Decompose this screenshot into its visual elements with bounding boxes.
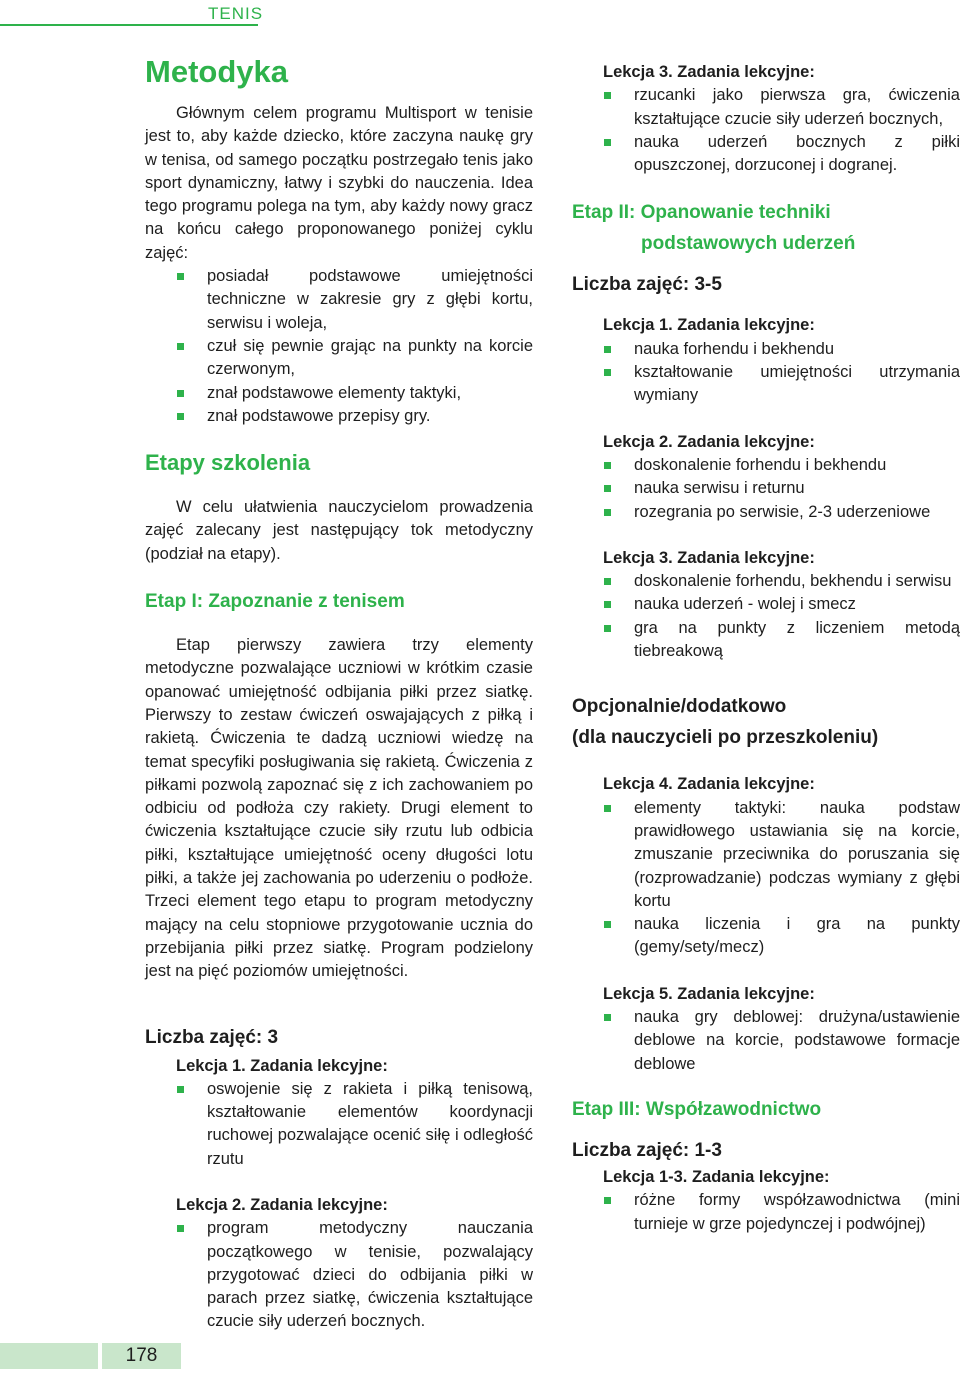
- intro-paragraph: Głównym celem programu Multisport w tenisie jest to, aby każde dziecko, które zaczyna naukę gry w tenisa, od samego początku postrzegało tenis jako sport dynamiczny, łatwy i szybki do nauczenia. Idea tego programu polega na tym, aby każdy nowy gracz na końcu całego proponowanego poniżej cyklu zajęć:: [145, 104, 533, 262]
- lesson-tasks: [572, 570, 960, 663]
- header-rule: [0, 24, 258, 26]
- lesson-tasks: [572, 454, 960, 524]
- lesson-label: Lekcja 3. Zadania lekcyjne:: [603, 548, 815, 567]
- left-column: [145, 52, 533, 1334]
- lesson-label: Lekcja 2. Zadania lekcyjne:: [176, 1195, 388, 1214]
- task-item: doskonalenie forhendu i bekhendu: [634, 454, 960, 477]
- lesson-tasks: [572, 1006, 960, 1076]
- goal-item: znał podstawowe przepisy gry.: [207, 405, 533, 428]
- footer-band: [0, 1343, 98, 1369]
- etap3-heading: Etap III: Współzawodnictwo: [572, 1098, 822, 1120]
- task-item: doskonalenie forhendu, bekhendu i serwisu: [634, 570, 960, 593]
- lesson-tasks: [572, 797, 960, 960]
- lesson-label: Lekcja 5. Zadania lekcyjne:: [603, 984, 815, 1003]
- task-item: nauka forhendu i bekhendu: [634, 338, 960, 361]
- lesson-tasks: [572, 1189, 960, 1236]
- etap2-count: Liczba zajęć: 3-5: [572, 274, 722, 296]
- task-item: nauka gry deblowej: drużyna/ustawienie deblowe na korcie, podstawowe formacje deblowe: [634, 1006, 960, 1076]
- task-item: elementy taktyki: nauka podstaw prawidłowego ustawiania się na korcie, zmuszanie przeciwnika do poruszania się (rozprowadzanie) podczas wymiany z głębi kortu: [634, 797, 960, 913]
- task-item: oswojenie się z rakieta i piłką tenisową, kształtowanie elementów koordynacji ruchowej pozwalające ocenić siłę i odległość rzutu: [207, 1078, 533, 1171]
- etapy-heading: Etapy szkolenia: [145, 450, 311, 476]
- goals-list: [145, 265, 533, 428]
- task-item: gra na punkty z liczeniem metodą tiebreakową: [634, 617, 960, 664]
- etapy-paragraph: W celu ułatwienia nauczycielom prowadzenia zajęć zalecany jest następujący tok metodyczny (podział na etapy).: [145, 498, 533, 563]
- task-item: różne formy współzawodnictwa (mini turnieje w grze pojedynczej i podwójnej): [634, 1189, 960, 1236]
- lesson-tasks: [145, 1078, 533, 1171]
- etap3-count: Liczba zajęć: 1-3: [572, 1139, 722, 1161]
- page-title: Metodyka: [145, 54, 288, 89]
- lesson-tasks: [572, 338, 960, 408]
- task-item: rozegrania po serwisie, 2-3 uderzeniowe: [634, 501, 960, 524]
- etap1-paragraph: Etap pierwszy zawiera trzy elementy metodyczne pozwalające uczniowi w krótkim czasie opanować umiejętność odbijania piłki przez siatkę. Pierwszy to zestaw ćwiczeń oswajających z piłką i rakietą. Ćwiczenia te dadzą uczniowi wiedzę na temat specyfiki posługiwania się rakietą. Ćwiczenia z piłkami pozwolą zapoznać się z ich zachowaniem po odbiciu od podłoża czy rakiety. Drugi element to ćwiczenia kształtujące czucie siły rzutu lub odbicia piłki, kształtujące umiejętność oceny długości lotu piłki, a także jej zachowania po uderzeniu o podłoże. Trzeci element tego etapu to program metodyczny mający na celu stopniowe przygotowanie ucznia do przebijania piłki przez siatkę. Program podzielony jest na pięć poziomów umiejętności.: [145, 636, 533, 981]
- optional-heading-cont: (dla nauczycieli po przeszkoleniu): [572, 727, 879, 749]
- etap2-heading: Etap II: Opanowanie techniki: [572, 202, 831, 224]
- page-number: 178: [98, 1343, 181, 1369]
- lesson-label: Lekcja 3. Zadania lekcyjne:: [603, 63, 815, 81]
- goal-item: posiadał podstawowe umiejętności techniczne w zakresie gry z głębi kortu, serwisu i woleja,: [207, 265, 533, 335]
- lesson-label: Lekcja 1. Zadania lekcyjne:: [603, 316, 815, 335]
- right-column: [572, 61, 960, 1236]
- section-tag: TENIS: [208, 4, 264, 23]
- goal-item: znał podstawowe elementy taktyki,: [207, 382, 533, 405]
- lesson-tasks: [572, 84, 960, 177]
- task-item: kształtowanie umiejętności utrzymania wymiany: [634, 361, 960, 408]
- task-item: rzucanki jako pierwsza gra, ćwiczenia kształtujące czucie siły uderzeń bocznych,: [634, 84, 960, 131]
- etap1-count: Liczba zajęć: 3: [145, 1026, 279, 1048]
- task-item: nauka serwisu i returnu: [634, 477, 960, 500]
- goal-item: czuł się pewnie grając na punkty na korcie czerwonym,: [207, 335, 533, 382]
- lesson-tasks: [145, 1217, 533, 1333]
- etap2-heading-cont: podstawowych uderzeń: [641, 233, 856, 255]
- lesson-label: Lekcja 1-3. Zadania lekcyjne:: [603, 1167, 830, 1186]
- optional-heading: Opcjonalnie/dodatkowo: [572, 696, 787, 718]
- task-item: nauka liczenia i gra na punkty (gemy/sety/mecz): [634, 913, 960, 960]
- lesson-label: Lekcja 2. Zadania lekcyjne:: [603, 432, 815, 451]
- task-item: nauka uderzeń - wolej i smecz: [634, 593, 960, 616]
- task-item: program metodyczny nauczania początkowego w tenisie, pozwalający przygotować dzieci do odbijania piłki w parach przez siatkę, ćwiczenia kształtujące czucie siły uderzeń bocznych.: [207, 1217, 533, 1333]
- task-item: nauka uderzeń bocznych z piłki opuszczonej, dorzuconej i dogranej.: [634, 131, 960, 178]
- lesson-label: Lekcja 4. Zadania lekcyjne:: [603, 775, 815, 794]
- lesson-label: Lekcja 1. Zadania lekcyjne:: [176, 1056, 388, 1075]
- etap1-heading: Etap I: Zapoznanie z tenisem: [145, 591, 405, 613]
